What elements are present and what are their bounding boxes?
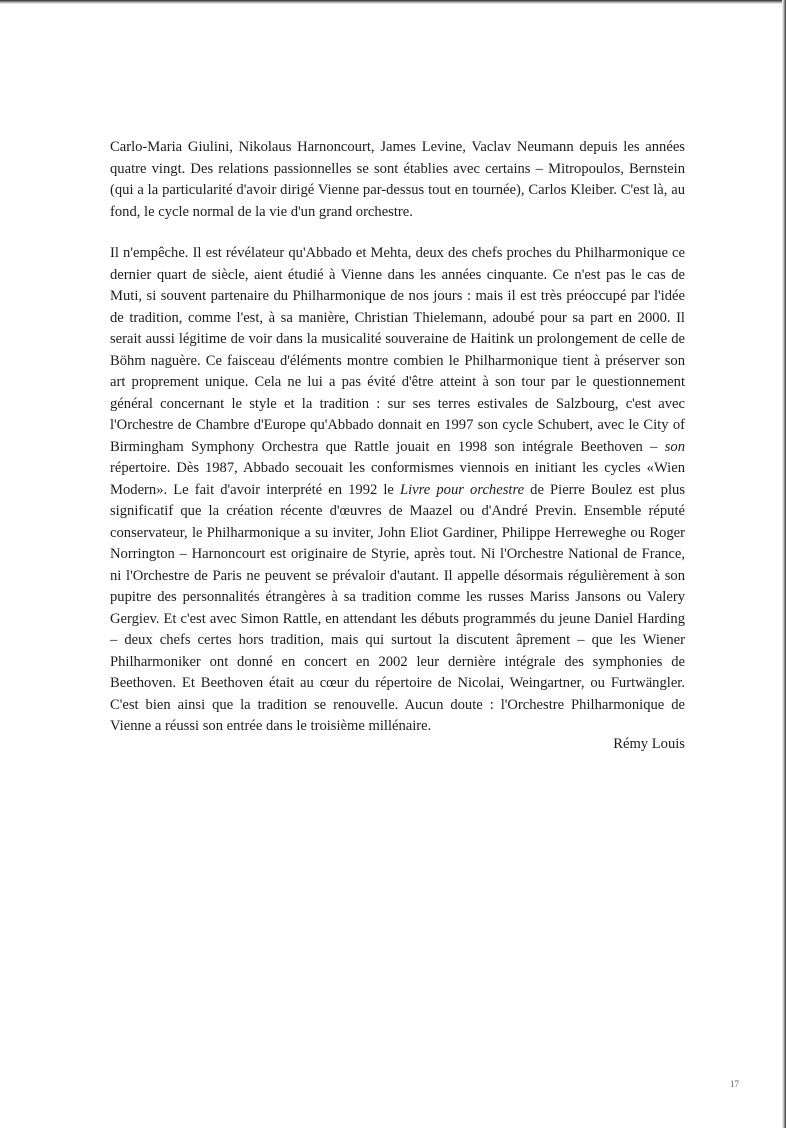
paragraph-2	[110, 243, 685, 738]
emphasis-livre-pour-orchestre: Livre pour orchestre	[400, 481, 525, 498]
paragraph-1: Carlo-Maria Giulini, Nikolaus Harnoncourt, James Levine, Vaclav Neumann depuis les années quatre vingt. Des relations passionnelles se sont établies avec certains – Mitropoulos, Bernstein (qui a la particularité d'avoir dirigé Vienne par-dessus tout en tournée), Carlos Kleiber. C'est là, au fond, le cycle normal de la vie d'un grand orchestre.	[110, 139, 685, 220]
author-signature: Rémy Louis	[613, 736, 685, 752]
paragraph-2-text-b: répertoire. Dès 1987, Abbado secouait les conformismes viennois en initiant les cycles «Wien Modern». Le fait d'avoir interprété en 1992 le	[110, 460, 685, 498]
page-number: 17	[730, 1079, 739, 1089]
scan-edge-top	[0, 0, 786, 4]
emphasis-son: son	[664, 438, 685, 455]
paragraph-2-text-c: de Pierre Boulez est plus significatif que la création récente d'œuvres de Maazel ou d'André Previn. Ensemble réputé conservateur, le Philharmonique a su inviter, John Eliot Gardiner, Philippe Herreweghe ou Roger Norrington – Harnoncourt est originaire de Styrie, après tout. Ni l'Orchestre National de France, ni l'Orchestre de Paris ne peuvent se prévaloir d'autant. Il appelle désormais régulièrement à son pupitre des personnalités étrangères à sa tradition comme les russes Mariss Jansons ou Valery Gergiev. Et c'est avec Simon Rattle, en attendant les débuts programmés du jeune Daniel Harding – deux chefs certes hors tradition, mais qui surtout la discutent âprement – que les Wiener Philharmoniker ont donné en concert en 2002 leur dernière intégrale des symphonies de Beethoven. Et Beethoven était au cœur du répertoire de Nicolai, Weingartner, ou Furtwängler. C'est bien ainsi que la tradition se renouvelle. Aucun doute : l'Orchestre Philharmonique de Vienne a réussi son entrée dans le troisième millénaire.	[110, 481, 685, 734]
scan-edge-right	[782, 0, 786, 1128]
paragraph-2-text-a: Il n'empêche. Il est révélateur qu'Abbado et Mehta, deux des chefs proches du Philharmonique ce dernier quart de siècle, aient étudié à Vienne dans les années cinquante. Ce n'est pas le cas de Muti, si souvent partenaire du Philharmonique de nos jours : mais il est très préoccupé par l'idée de tradition, comme l'est, à sa manière, Christian Thielemann, adoubé pour sa part en 2000. Il serait aussi légitime de voir dans la musicalité souveraine de Haitink un prolongement de celle de Böhm naguère. Ce faisceau d'éléments montre combien le Philharmonique tient à préserver son art proprement unique. Cela ne lui a pas évité d'être atteint à son tour par le questionnement général concernant le style et la tradition : sur ses terres estivales de Salzbourg, c'est avec l'Orchestre de Chambre d'Europe qu'Abbado donnait en 1997 son cycle Schubert, avec le City of Birmingham Symphony Orchestra que Rattle jouait en 1998 son intégrale Beethoven –	[110, 245, 685, 455]
article-body	[110, 137, 685, 758]
